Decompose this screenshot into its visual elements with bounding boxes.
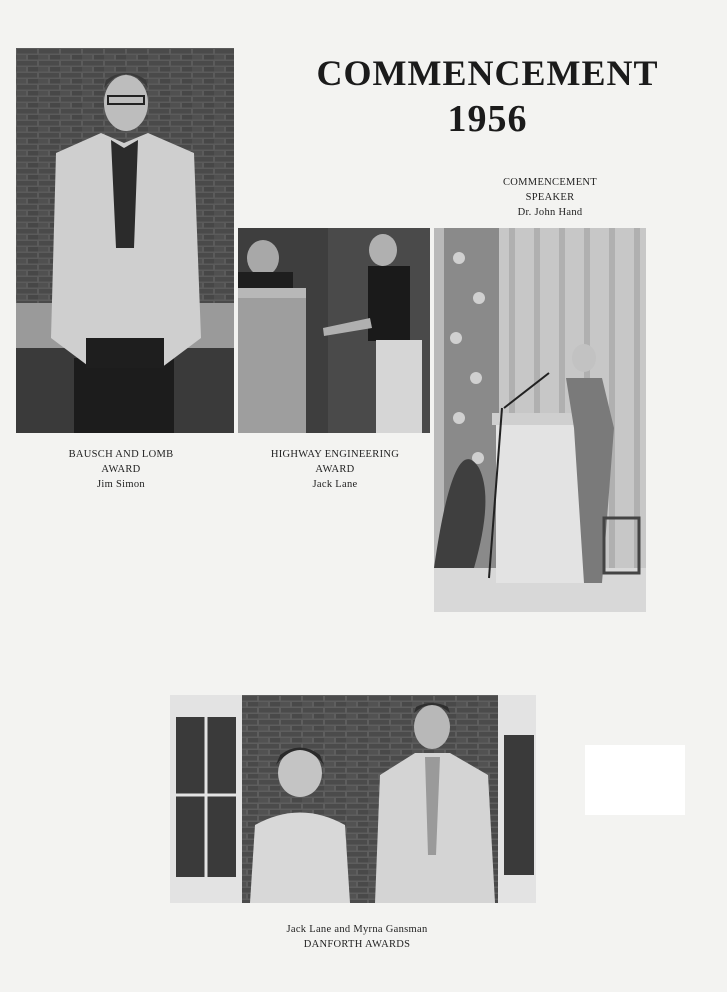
page-title	[290, 50, 685, 142]
title-line-1: COMMENCEMENT	[316, 53, 659, 93]
photo-highway-award	[238, 228, 430, 433]
photo-danforth-awards	[170, 695, 536, 903]
photo-jim-simon	[16, 48, 234, 433]
title-line-2: 1956	[447, 98, 528, 140]
danforth-caption: Jack Lane and Myrna Gansman DANFORTH AWARDS	[286, 924, 428, 950]
highway-caption: HIGHWAY ENGINEERING AWARD Jack Lane	[270, 449, 400, 490]
photo-commencement-speaker	[434, 228, 646, 612]
speaker-caption: COMMENCEMENT SPEAKER Dr. John Hand	[502, 177, 598, 218]
blank-patch	[585, 745, 685, 815]
bausch-lomb-caption: BAUSCH AND LOMB AWARD Jim Simon	[68, 449, 174, 490]
